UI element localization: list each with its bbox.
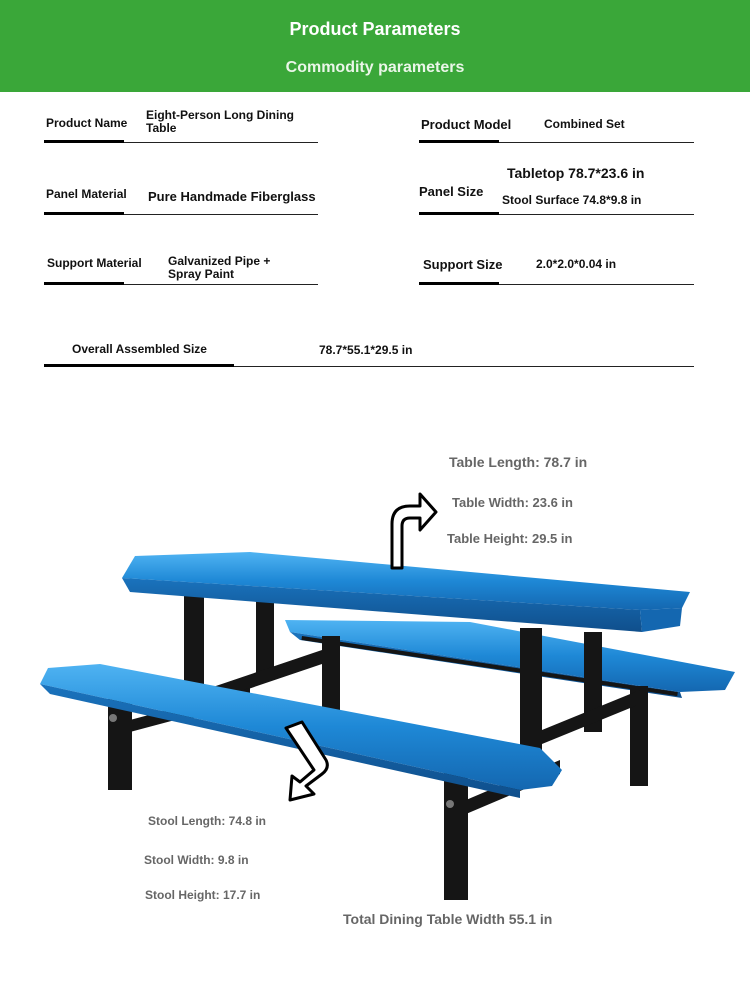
product-name-value: Eight-Person Long Dining Table xyxy=(146,108,294,135)
stool-length-label: Stool Length: 74.8 in xyxy=(148,814,267,828)
support-material-label: Support Material xyxy=(47,256,142,270)
support-size-value: 2.0*2.0*0.04 in xyxy=(536,257,617,271)
overall-size-value: 78.7*55.1*29.5 in xyxy=(319,343,413,357)
row-divider xyxy=(44,214,318,215)
banner-title: Product Parameters xyxy=(289,19,461,39)
total-width-label: Total Dining Table Width 55.1 in xyxy=(343,911,553,927)
support-size-label: Support Size xyxy=(423,257,503,272)
table-height-label: Table Height: 29.5 in xyxy=(447,531,573,546)
product-model-value: Combined Set xyxy=(544,117,625,131)
panel-size-stool: Stool Surface 74.8*9.8 in xyxy=(502,193,642,207)
product-model-label: Product Model xyxy=(421,117,512,132)
back-bench xyxy=(285,620,735,698)
dining-table-illustration xyxy=(0,380,750,1000)
row-divider xyxy=(419,214,694,215)
table-length-label: Table Length: 78.7 in xyxy=(449,454,588,470)
panel-size-tabletop: Tabletop 78.7*23.6 in xyxy=(507,165,645,181)
row-divider xyxy=(44,142,318,143)
panel-material-value: Pure Handmade Fiberglass xyxy=(148,189,316,204)
row-divider xyxy=(419,284,694,285)
header-banner xyxy=(0,0,750,92)
panel-size-label: Panel Size xyxy=(419,184,484,199)
row-divider xyxy=(44,284,318,285)
product-name-label: Product Name xyxy=(46,116,128,130)
stool-width-label: Stool Width: 9.8 in xyxy=(144,853,249,867)
tabletop xyxy=(122,552,690,632)
row-divider xyxy=(419,142,694,143)
panel-material-label: Panel Material xyxy=(46,187,127,201)
support-material-value: Galvanized Pipe + Spray Paint xyxy=(168,254,271,281)
up-right-arrow-icon xyxy=(392,494,436,568)
row-divider xyxy=(44,366,694,367)
overall-size-label: Overall Assembled Size xyxy=(72,342,207,356)
table-width-label: Table Width: 23.6 in xyxy=(452,495,573,510)
stool-height-label: Stool Height: 17.7 in xyxy=(145,888,261,902)
banner-subtitle: Commodity parameters xyxy=(285,59,465,76)
